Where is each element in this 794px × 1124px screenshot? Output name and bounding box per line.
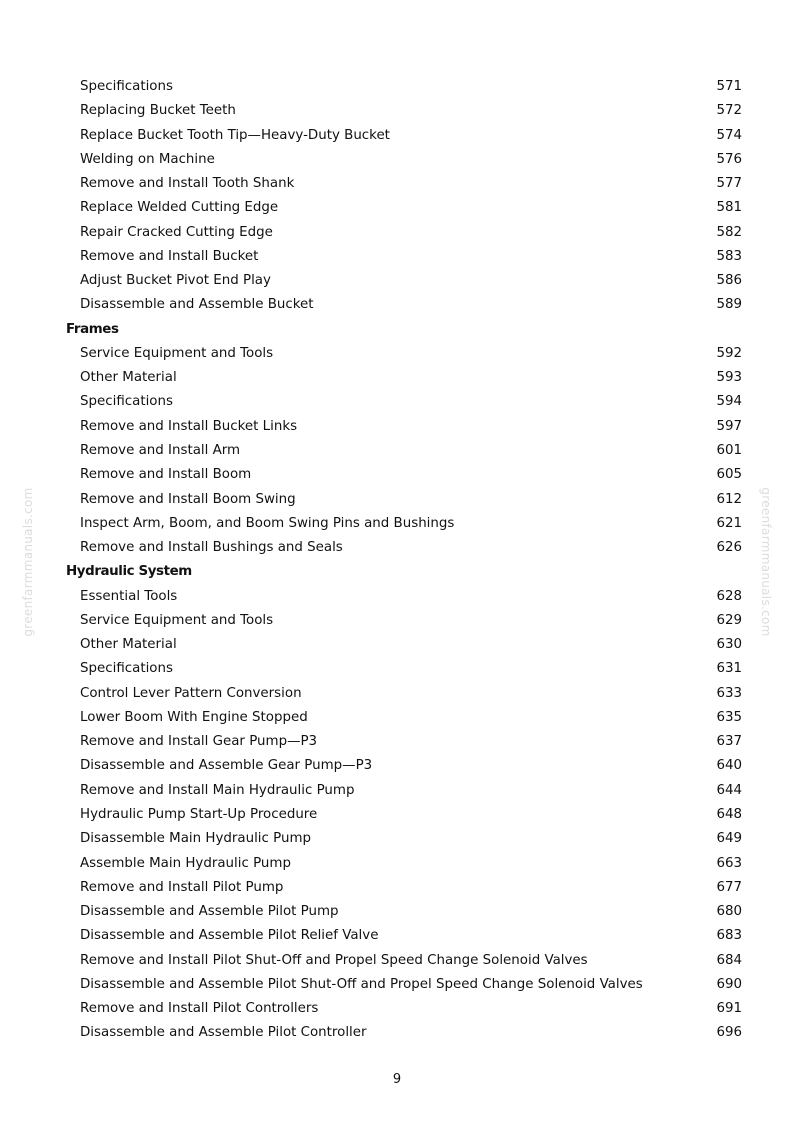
toc-entry-title: Specifications [80, 394, 173, 410]
toc-entry-page: 571 [716, 79, 742, 94]
toc-entry-title: Essential Tools [80, 588, 178, 604]
toc-entry-title: Disassemble and Assemble Pilot Shut-Off and Propel Speed Change Solenoid Valves [80, 976, 643, 992]
toc-entry-title: Disassemble Main Hydraulic Pump [80, 831, 312, 847]
toc-entry [66, 293, 742, 317]
toc-entry [66, 633, 742, 657]
toc-entry [66, 366, 742, 390]
toc-entry [66, 342, 742, 366]
toc-entry-title: Remove and Install Bushings and Seals [80, 540, 343, 556]
toc-entry [66, 148, 742, 172]
toc-entry-page: 630 [716, 637, 742, 653]
toc-entry-title: Disassemble and Assemble Pilot Controller [80, 1025, 367, 1041]
toc-entry [66, 512, 742, 536]
toc-entry [66, 779, 742, 803]
toc-entry [66, 390, 742, 414]
toc-entry [66, 852, 742, 876]
toc-entry-page: 582 [716, 224, 742, 240]
toc-entry [66, 754, 742, 778]
toc-entry-title: Other Material [80, 370, 177, 386]
toc-entry [66, 172, 742, 196]
toc-entry-title: Remove and Install Pilot Controllers [80, 1001, 319, 1017]
toc-entry-title: Disassemble and Assemble Gear Pump—P3 [80, 758, 373, 774]
toc-entry-page: 592 [716, 345, 742, 361]
toc-entry [66, 124, 742, 148]
toc-entry-page: 583 [716, 248, 742, 264]
toc-entry [66, 827, 742, 851]
toc-entry-page: 683 [716, 928, 742, 944]
toc-section-heading [66, 318, 742, 342]
toc-entry-title: Replace Welded Cutting Edge [80, 200, 279, 216]
toc-entry-title: Specifications [80, 79, 173, 94]
toc-entry [66, 900, 742, 924]
toc-entry [66, 803, 742, 827]
toc-entry-page: 626 [716, 540, 742, 556]
toc-entry-title: Replace Bucket Tooth Tip—Heavy-Duty Bucket [80, 127, 390, 143]
toc-entry-title: Remove and Install Gear Pump—P3 [80, 734, 318, 750]
toc-entry-page: 640 [716, 758, 742, 774]
toc-entry [66, 75, 742, 99]
toc-entry-title: Inspect Arm, Boom, and Boom Swing Pins and Bushings [80, 515, 455, 531]
toc-entry [66, 221, 742, 245]
toc-entry [66, 1021, 742, 1045]
toc-entry [66, 706, 742, 730]
toc-entry-page: 594 [716, 394, 742, 410]
toc-entry [66, 876, 742, 900]
toc-entry-page: 691 [716, 1001, 742, 1017]
toc-entry [66, 463, 742, 487]
toc-entry-page: 574 [716, 127, 742, 143]
toc-entry [66, 949, 742, 973]
toc-entry-page: 593 [716, 370, 742, 386]
section-heading-title: Frames [66, 321, 119, 337]
toc-entry [66, 997, 742, 1021]
toc-entry [66, 585, 742, 609]
toc-section-heading [66, 560, 742, 584]
toc-entry [66, 682, 742, 706]
toc-entry-page: 581 [716, 200, 742, 216]
toc-entry-title: Disassemble and Assemble Pilot Relief Valve [80, 928, 379, 944]
toc-entry-page: 637 [716, 734, 742, 750]
toc-entry [66, 973, 742, 997]
toc-entry-title: Specifications [80, 661, 173, 677]
toc-entry-title: Lower Boom With Engine Stopped [80, 709, 308, 725]
toc-entry-page: 644 [716, 782, 742, 798]
toc-entry-title: Remove and Install Bucket Links [80, 418, 298, 434]
toc-entry-page: 621 [716, 515, 742, 531]
toc-entry [66, 269, 742, 293]
toc-entry-title: Remove and Install Tooth Shank [80, 176, 295, 192]
toc-entry [66, 245, 742, 269]
toc-entry-page: 631 [716, 661, 742, 677]
toc-entry-page: 663 [716, 855, 742, 871]
toc-entry-page: 586 [716, 273, 742, 289]
toc-entry-page: 677 [716, 879, 742, 895]
toc-entry [66, 657, 742, 681]
toc-entry-page: 635 [716, 709, 742, 725]
toc-entry-title: Other Material [80, 637, 177, 653]
toc-entry-title: Adjust Bucket Pivot End Play [80, 273, 271, 289]
toc-entry-title: Disassemble and Assemble Pilot Pump [80, 904, 339, 920]
toc-entry-page: 648 [716, 806, 742, 822]
section-heading-title: Hydraulic System [66, 564, 192, 580]
toc-entry [66, 196, 742, 220]
toc-entry-title: Service Equipment and Tools [80, 612, 274, 628]
page-number: 9 [392, 1072, 402, 1087]
toc-entry [66, 536, 742, 560]
toc-entry-page: 680 [716, 904, 742, 920]
toc-entry [66, 439, 742, 463]
toc-entry-title: Remove and Install Pilot Pump [80, 879, 284, 895]
toc-entry [66, 488, 742, 512]
toc-entry-title: Repair Cracked Cutting Edge [80, 224, 273, 240]
toc-entry-title: Welding on Machine [80, 151, 215, 167]
toc-entry-title: Remove and Install Boom Swing [80, 491, 296, 507]
toc-entry-page: 605 [716, 467, 742, 483]
toc-entry-page: 629 [716, 612, 742, 628]
table-of-contents [66, 75, 742, 1046]
toc-entry [66, 730, 742, 754]
toc-entry-page: 628 [716, 588, 742, 604]
toc-entry-page: 589 [716, 297, 742, 313]
toc-entry [66, 609, 742, 633]
toc-entry-page: 577 [716, 176, 742, 192]
toc-entry-title: Disassemble and Assemble Bucket [80, 297, 314, 313]
toc-entry-page: 633 [716, 685, 742, 701]
toc-entry-page: 601 [716, 442, 742, 458]
toc-entry-page: 684 [716, 952, 742, 968]
toc-entry-page: 612 [716, 491, 742, 507]
toc-entry-title: Assemble Main Hydraulic Pump [80, 855, 291, 871]
toc-entry-page: 572 [716, 103, 742, 119]
toc-entry [66, 99, 742, 123]
toc-entry-title: Replacing Bucket Teeth [80, 103, 236, 119]
watermark-right: greenfarmmanuals.com [759, 487, 773, 637]
toc-entry-title: Remove and Install Main Hydraulic Pump [80, 782, 355, 798]
toc-entry [66, 415, 742, 439]
toc-entry-page: 696 [716, 1025, 742, 1041]
watermark-left: greenfarmmanuals.com [21, 487, 35, 637]
toc-entry-title: Remove and Install Pilot Shut-Off and Propel Speed Change Solenoid Valves [80, 952, 588, 968]
toc-entry-page: 576 [716, 151, 742, 167]
toc-entry-title: Remove and Install Bucket [80, 248, 259, 264]
toc-entry [66, 924, 742, 948]
toc-entry-title: Remove and Install Arm [80, 442, 241, 458]
toc-entry-page: 690 [716, 976, 742, 992]
toc-entry-title: Service Equipment and Tools [80, 345, 274, 361]
toc-entry-title: Remove and Install Boom [80, 467, 252, 483]
toc-entry-title: Hydraulic Pump Start-Up Procedure [80, 806, 318, 822]
toc-entry-page: 597 [716, 418, 742, 434]
toc-entry-title: Control Lever Pattern Conversion [80, 685, 302, 701]
toc-entry-page: 649 [716, 831, 742, 847]
